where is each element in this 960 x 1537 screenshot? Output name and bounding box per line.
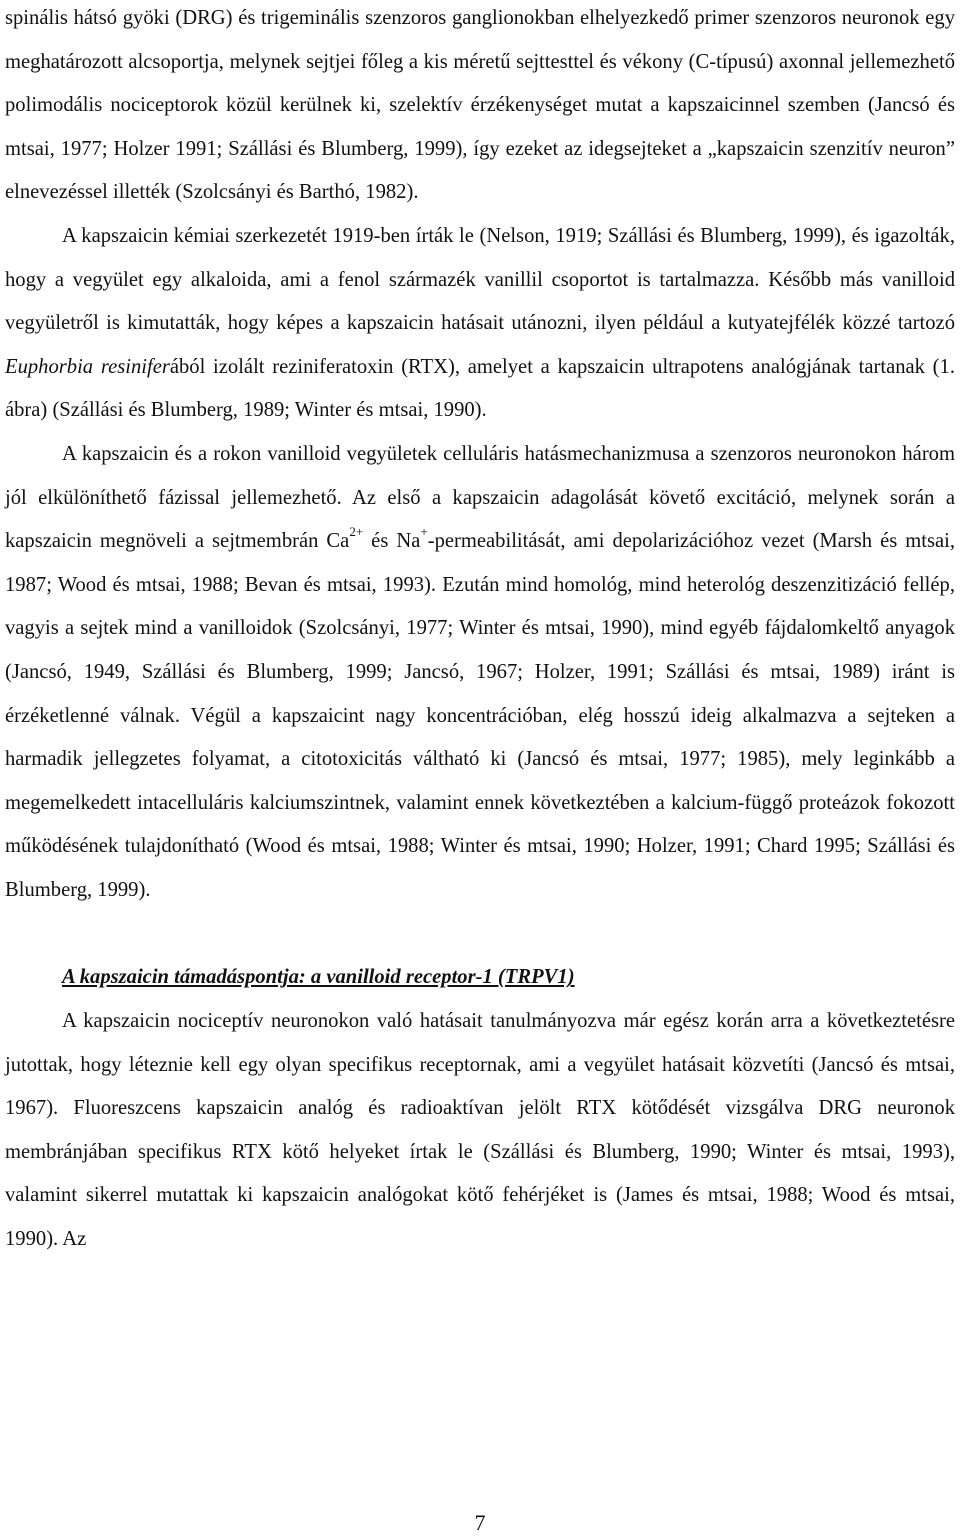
sodium-superscript: + [420, 524, 428, 540]
section-spacer [5, 912, 955, 956]
paragraph-text: ából izolált reziniferatoxin (RTX), amelyet a kapszaicin ultrapotens analógjának tartanak (1. ábra) (Szállási és Blumberg, 1989; Winter és mtsai, 1990). [5, 355, 955, 422]
paragraph-text: A kapszaicin kémiai szerkezetét 1919-ben írták le (Nelson, 1919; Szállási és Blumberg, 1999), és igazolták, hogy a vegyület egy alkaloida, ami a fenol származék vanillil csoportot is tartalmazza. Később más vanilloid vegyületről is kimutatták, hogy képes a kapszaicin hatásait utánozni, ilyen például a kutyatejfélék közzé tartozó [5, 224, 955, 335]
document-page [5, 0, 955, 1262]
section-heading: A kapszaicin támadáspontja: a vanilloid receptor-1 (TRPV1) [62, 966, 575, 989]
paragraph-text: -permeabilitását, ami depolarizációhoz vezet (Marsh és mtsai, 1987; Wood és mtsai, 1988; Bevan és mtsai, 1993). Ezután mind homológ, mind heterológ deszenzitizáció fellép, vagyis a sejtek mind a vanilloidok (Szolcsányi, 1977; Winter és mtsai, 1990), mind egyéb fájdalomkeltő anyagok (Jancsó, 1949, Szállási és Blumberg, 1999; Jancsó, 1967; Holzer, 1991; Szállási és mtsai, 1989) iránt is érzéketlenné válnak. Végül a kapszaicint nagy koncentrációban, elég hosszú ideig alkalmazva a sejteken a harmadik jellegzetes folyamat, a citotoxicitás váltható ki (Jancsó és mtsai, 1977; 1985), mely leginkább a megemelkedett intacelluláris kalciumszintnek, valamint ennek következtében a kalcium-függő proteázok fokozott működésének tulajdonítható (Wood és mtsai, 1988; Winter és mtsai, 1990; Holzer, 1991; Chard 1995; Szállási és Blumberg, 1999). [5, 530, 956, 901]
paragraph-text: A kapszaicin és a rokon vanilloid vegyületek celluláris hatásmechanizmusa a szenzoros neuronokon három jól elkülöníthető fázissal jellemezhető. Az első a kapszaicin adagolását követő excitáció, melynek során a kapszaicin megnöveli a sejtmembrán Ca [5, 442, 955, 553]
paragraph-text: és Na [363, 530, 421, 553]
page-number: 7 [474, 1510, 486, 1535]
paragraph-receptor: A kapszaicin nociceptív neuronokon való hatásait tanulmányozva már egész korán arra a következtetésre jutottak, hogy léteznie kell egy olyan specifikus receptornak, ami a vegyület hatásait közvetíti (Jancsó és mtsai, 1967). Fluoreszcens kapszaicin analóg és radioaktívan jelölt RTX kötődését vizsgálva DRG neuronok membránjában specifikus RTX kötő helyeket írtak le (Szállási és Blumberg, 1990; Winter és mtsai, 1993), valamint sikerrel mutattak ki kapszaicin analógokat kötő fehérjéket is (James és mtsai, 1988; Wood és mtsai, 1990). Az [5, 1010, 955, 1251]
paragraph-drg-neurons: spinális hátsó gyöki (DRG) és trigeminális szenzoros ganglionokban elhelyezkedő primer szenzoros neuronok egy meghatározott alcsoportja, melynek sejtjei főleg a kis méretű sejttesttel és vékony (C-típusú) axonnal jellemezhető polimodális nociceptorok közül kerülnek ki, szelektív érzékenységet mutat a kapszaicinnel szemben (Jancsó és mtsai, 1977; Holzer 1991; Szállási és Blumberg, 1999), így ezeket az idegsejteket a „kapszaicin szenzitív neuron” elnevezéssel illették (Szolcsányi és Barthó, 1982). [5, 7, 955, 204]
species-name-italic: Euphorbia resinifer [5, 355, 170, 378]
paragraph-capsaicin-structure [5, 215, 955, 433]
calcium-superscript: 2+ [349, 524, 364, 540]
paragraph-cellular-mechanism [5, 433, 955, 913]
